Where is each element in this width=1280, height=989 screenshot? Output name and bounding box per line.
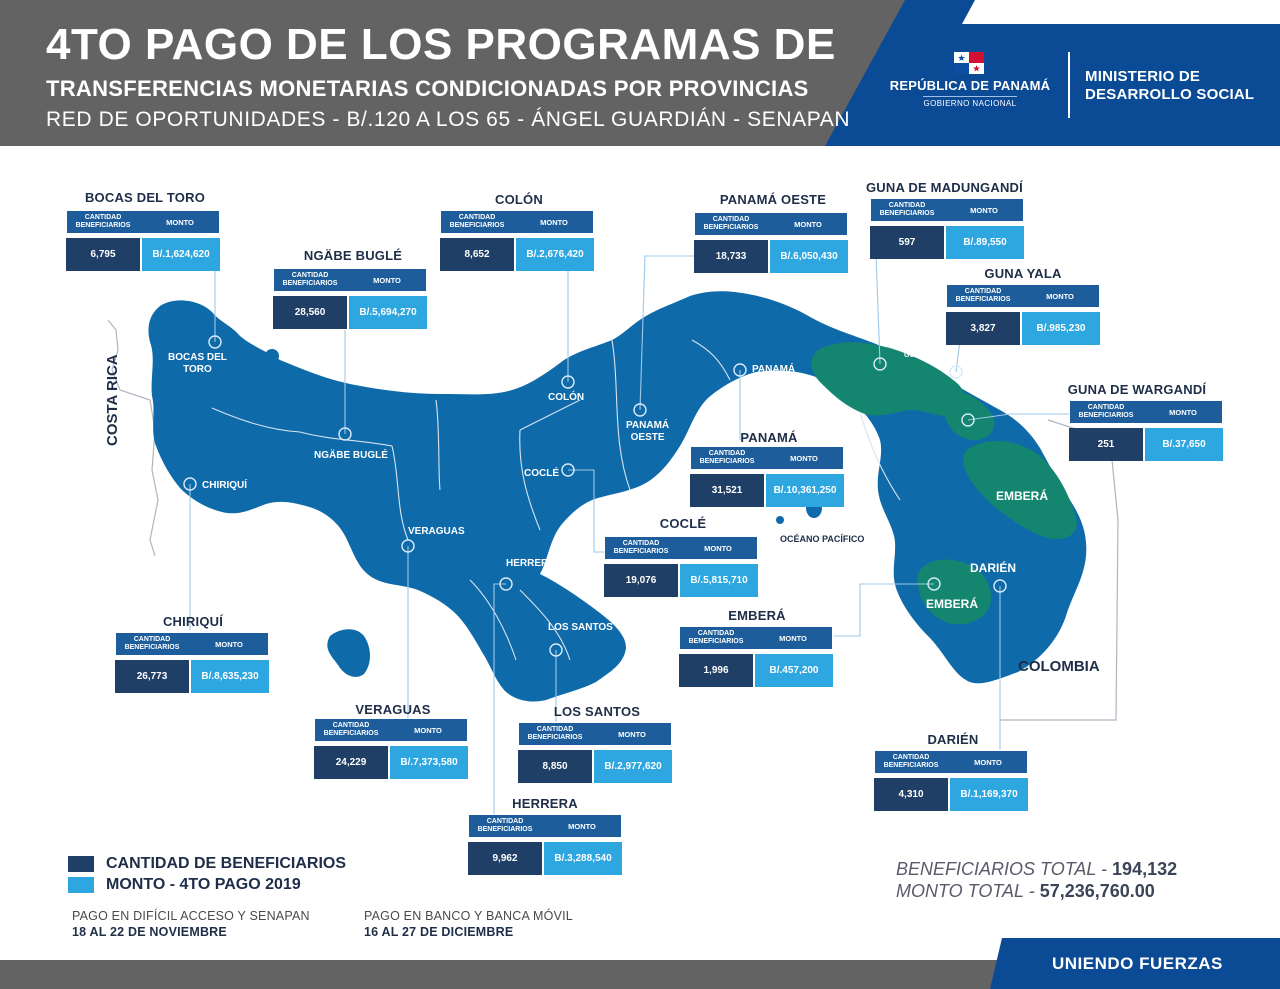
box-header-beneficiaries: CANTIDAD BENEFICIARIOS: [527, 726, 583, 741]
beneficiaries-value: 3,827: [946, 312, 1020, 345]
beneficiaries-value: 6,795: [66, 238, 140, 271]
coiba-island: [327, 629, 370, 677]
map-label-embera-2: EMBERÁ: [926, 597, 979, 611]
amount-value: B/.2,676,420: [516, 238, 594, 271]
province-name: CHIRIQUÍ: [162, 614, 224, 629]
ministry-line-2: DESARROLLO SOCIAL: [1085, 86, 1255, 103]
province-name: VERAGUAS: [355, 702, 431, 717]
beneficiaries-value: 26,773: [115, 660, 189, 693]
beneficiaries-value: 31,521: [690, 474, 764, 507]
province-data-box: [314, 718, 468, 780]
total-amount: MONTO TOTAL - 57,236,760.00: [896, 881, 1155, 901]
note-bank: PAGO EN BANCO Y BANCA MÓVIL: [364, 909, 573, 923]
province-name: GUNA DE MADUNGANDÍ: [866, 180, 1023, 195]
note-difficult-access: PAGO EN DIFÍCIL ACCESO Y SENAPAN: [72, 909, 310, 923]
box-header-beneficiaries: CANTIDAD BENEFICIARIOS: [699, 450, 755, 465]
box-header-beneficiaries: CANTIDAD BENEFICIARIOS: [477, 818, 533, 833]
amount-value: B/.7,373,580: [390, 746, 468, 779]
province-data-box: [273, 268, 427, 330]
map-label-los-santos: LOS SANTOS: [548, 622, 613, 633]
box-header-amount: MONTO: [1046, 292, 1074, 301]
province-data-box: [694, 212, 848, 274]
map-label-herrera: HERRERA: [506, 558, 556, 569]
amount-value: B/.5,815,710: [680, 564, 758, 597]
total-beneficiaries: BENEFICIARIOS TOTAL - 194,132: [896, 859, 1178, 879]
beneficiaries-value: 8,652: [440, 238, 514, 271]
province-data-box: [679, 626, 833, 688]
province-name: GUNA YALA: [984, 266, 1062, 281]
box-header-amount: MONTO: [704, 544, 732, 553]
legend-swatch-beneficiaries: [68, 856, 94, 872]
province-data-box: [518, 722, 672, 784]
beneficiaries-value: 251: [1069, 428, 1143, 461]
province-name: DARIÉN: [927, 732, 979, 747]
amount-value: B/.89,550: [946, 226, 1024, 259]
map-label-veraguas: VERAGUAS: [408, 526, 465, 537]
amount-value: B/.5,694,270: [349, 296, 427, 329]
amount-value: B/.2,977,620: [594, 750, 672, 783]
province-data-box: [874, 750, 1028, 812]
province-name: GUNA DE WARGANDÍ: [1067, 382, 1207, 397]
province-name: EMBERÁ: [728, 608, 786, 623]
box-header-amount: MONTO: [790, 454, 818, 463]
box-header-beneficiaries: CANTIDAD BENEFICIARIOS: [955, 288, 1011, 303]
box-header-beneficiaries: CANTIDAD BENEFICIARIOS: [703, 216, 759, 231]
box-header-beneficiaries: CANTIDAD BENEFICIARIOS: [282, 272, 338, 287]
province-name: NGÄBE BUGLÉ: [303, 248, 403, 263]
beneficiaries-value: 8,850: [518, 750, 592, 783]
ministry-line-1: MINISTERIO DE: [1085, 68, 1201, 85]
ministry-name: [1085, 68, 1254, 104]
box-header-amount: MONTO: [618, 730, 646, 739]
box-header-amount: MONTO: [414, 726, 442, 735]
box-header-beneficiaries: CANTIDAD BENEFICIARIOS: [883, 754, 939, 769]
box-header-beneficiaries: CANTIDAD BENEFICIARIOS: [323, 722, 379, 737]
box-header-beneficiaries: CANTIDAD BENEFICIARIOS: [1078, 404, 1134, 419]
box-header-beneficiaries: CANTIDAD BENEFICIARIOS: [75, 214, 131, 229]
box-header-amount: MONTO: [215, 640, 243, 649]
amount-value: B/.985,230: [1022, 312, 1100, 345]
republic-logo: [880, 52, 1060, 111]
box-header-beneficiaries: CANTIDAD BENEFICIARIOS: [124, 636, 180, 651]
page-title: 4TO PAGO DE LOS PROGRAMAS DE: [46, 20, 836, 69]
amount-value: B/.6,050,430: [770, 240, 848, 273]
mainland-shape: [148, 291, 1086, 701]
legend-amount: MONTO - 4TO PAGO 2019: [106, 876, 301, 893]
box-header-amount: MONTO: [970, 206, 998, 215]
box-header-amount: MONTO: [373, 276, 401, 285]
note-bank-dates: 16 AL 27 DE DICIEMBRE: [364, 925, 514, 939]
amount-value: B/.1,169,370: [950, 778, 1028, 811]
amount-value: B/.8,635,230: [191, 660, 269, 693]
map-label-colon: COLÓN: [548, 392, 585, 403]
beneficiaries-value: 4,310: [874, 778, 948, 811]
province-data-box: [604, 536, 758, 598]
beneficiaries-value: 9,962: [468, 842, 542, 875]
province-data-box: [1069, 400, 1223, 462]
map-label-panama-oeste: PANAMÁ OESTE: [626, 420, 670, 443]
province-data-box: [870, 198, 1024, 260]
province-data-box: [115, 632, 269, 694]
box-header-beneficiaries: CANTIDAD BENEFICIARIOS: [879, 202, 935, 217]
page-subtitle: TRANSFERENCIAS MONETARIAS CONDICIONADAS POR PROVINCIAS: [46, 76, 809, 101]
box-header-beneficiaries: CANTIDAD BENEFICIARIOS: [613, 540, 669, 555]
amount-value: B/.37,650: [1145, 428, 1223, 461]
province-name: COLÓN: [495, 192, 543, 207]
province-name: HERRERA: [512, 796, 578, 811]
beneficiaries-value: 18,733: [694, 240, 768, 273]
country-label-costa-rica: COSTA RICA: [104, 354, 121, 446]
province-name: PANAMÁ: [740, 430, 798, 445]
province-name: COCLÉ: [659, 516, 707, 531]
box-header-beneficiaries: CANTIDAD BENEFICIARIOS: [688, 630, 744, 645]
republic-name: REPÚBLICA DE PANAMÁ: [889, 78, 1051, 93]
beneficiaries-value: 28,560: [273, 296, 347, 329]
province-data-box: [468, 814, 622, 876]
logo-divider: [1068, 52, 1070, 118]
box-header-amount: MONTO: [794, 220, 822, 229]
programs-line: RED DE OPORTUNIDADES - B/.120 A LOS 65 - ÁNGEL GUARDIÁN - SENAPAN: [46, 108, 851, 131]
beneficiaries-value: 24,229: [314, 746, 388, 779]
map-label-chiriqui: CHIRIQUÍ: [202, 480, 247, 491]
map-label-guna-yala: GUNA YALA: [904, 352, 945, 359]
box-header-amount: MONTO: [974, 758, 1002, 767]
map-label-bocas: BOCAS DEL TORO: [168, 352, 227, 375]
province-name: PANAMÁ OESTE: [719, 192, 827, 207]
amount-value: B/.1,624,620: [142, 238, 220, 271]
box-header-amount: MONTO: [1169, 408, 1197, 417]
legend-beneficiaries: CANTIDAD DE BENEFICIARIOS: [106, 855, 347, 872]
map-label-panama: PANAMÁ: [752, 364, 796, 375]
province-name: LOS SANTOS: [553, 704, 641, 719]
map-label-cocle: COCLÉ: [524, 468, 559, 479]
province-name: BOCAS DEL TORO: [84, 190, 206, 205]
legend-swatch-amount: [68, 877, 94, 893]
province-data-box: [66, 210, 220, 272]
box-header-amount: MONTO: [568, 822, 596, 831]
province-data-box: [690, 446, 844, 508]
government-name: GOBIERNO NACIONAL: [923, 96, 1016, 108]
amount-value: B/.3,288,540: [544, 842, 622, 875]
beneficiaries-value: 597: [870, 226, 944, 259]
map-label-embera-1: EMBERÁ: [996, 489, 1049, 503]
amount-value: B/.10,361,250: [766, 474, 844, 507]
beneficiaries-value: 19,076: [604, 564, 678, 597]
ocean-label: OCÉANO PACÍFICO: [780, 534, 865, 544]
note-difficult-dates: 18 AL 22 DE NOVIEMBRE: [72, 925, 227, 939]
province-data-box: [440, 210, 594, 272]
box-header-amount: MONTO: [540, 218, 568, 227]
map-label-darien: DARIÉN: [970, 561, 1017, 575]
box-header-amount: MONTO: [166, 218, 194, 227]
panama-flag-icon: [954, 52, 984, 74]
country-label-colombia: COLOMBIA: [1018, 658, 1100, 675]
footer-slogan: UNIENDO FUERZAS: [1052, 954, 1223, 973]
beneficiaries-value: 1,996: [679, 654, 753, 687]
box-header-beneficiaries: CANTIDAD BENEFICIARIOS: [449, 214, 505, 229]
box-header-amount: MONTO: [779, 634, 807, 643]
map-label-ngabe: NGÄBE BUGLÉ: [314, 450, 388, 461]
amount-value: B/.457,200: [755, 654, 833, 687]
province-data-box: [946, 284, 1100, 346]
